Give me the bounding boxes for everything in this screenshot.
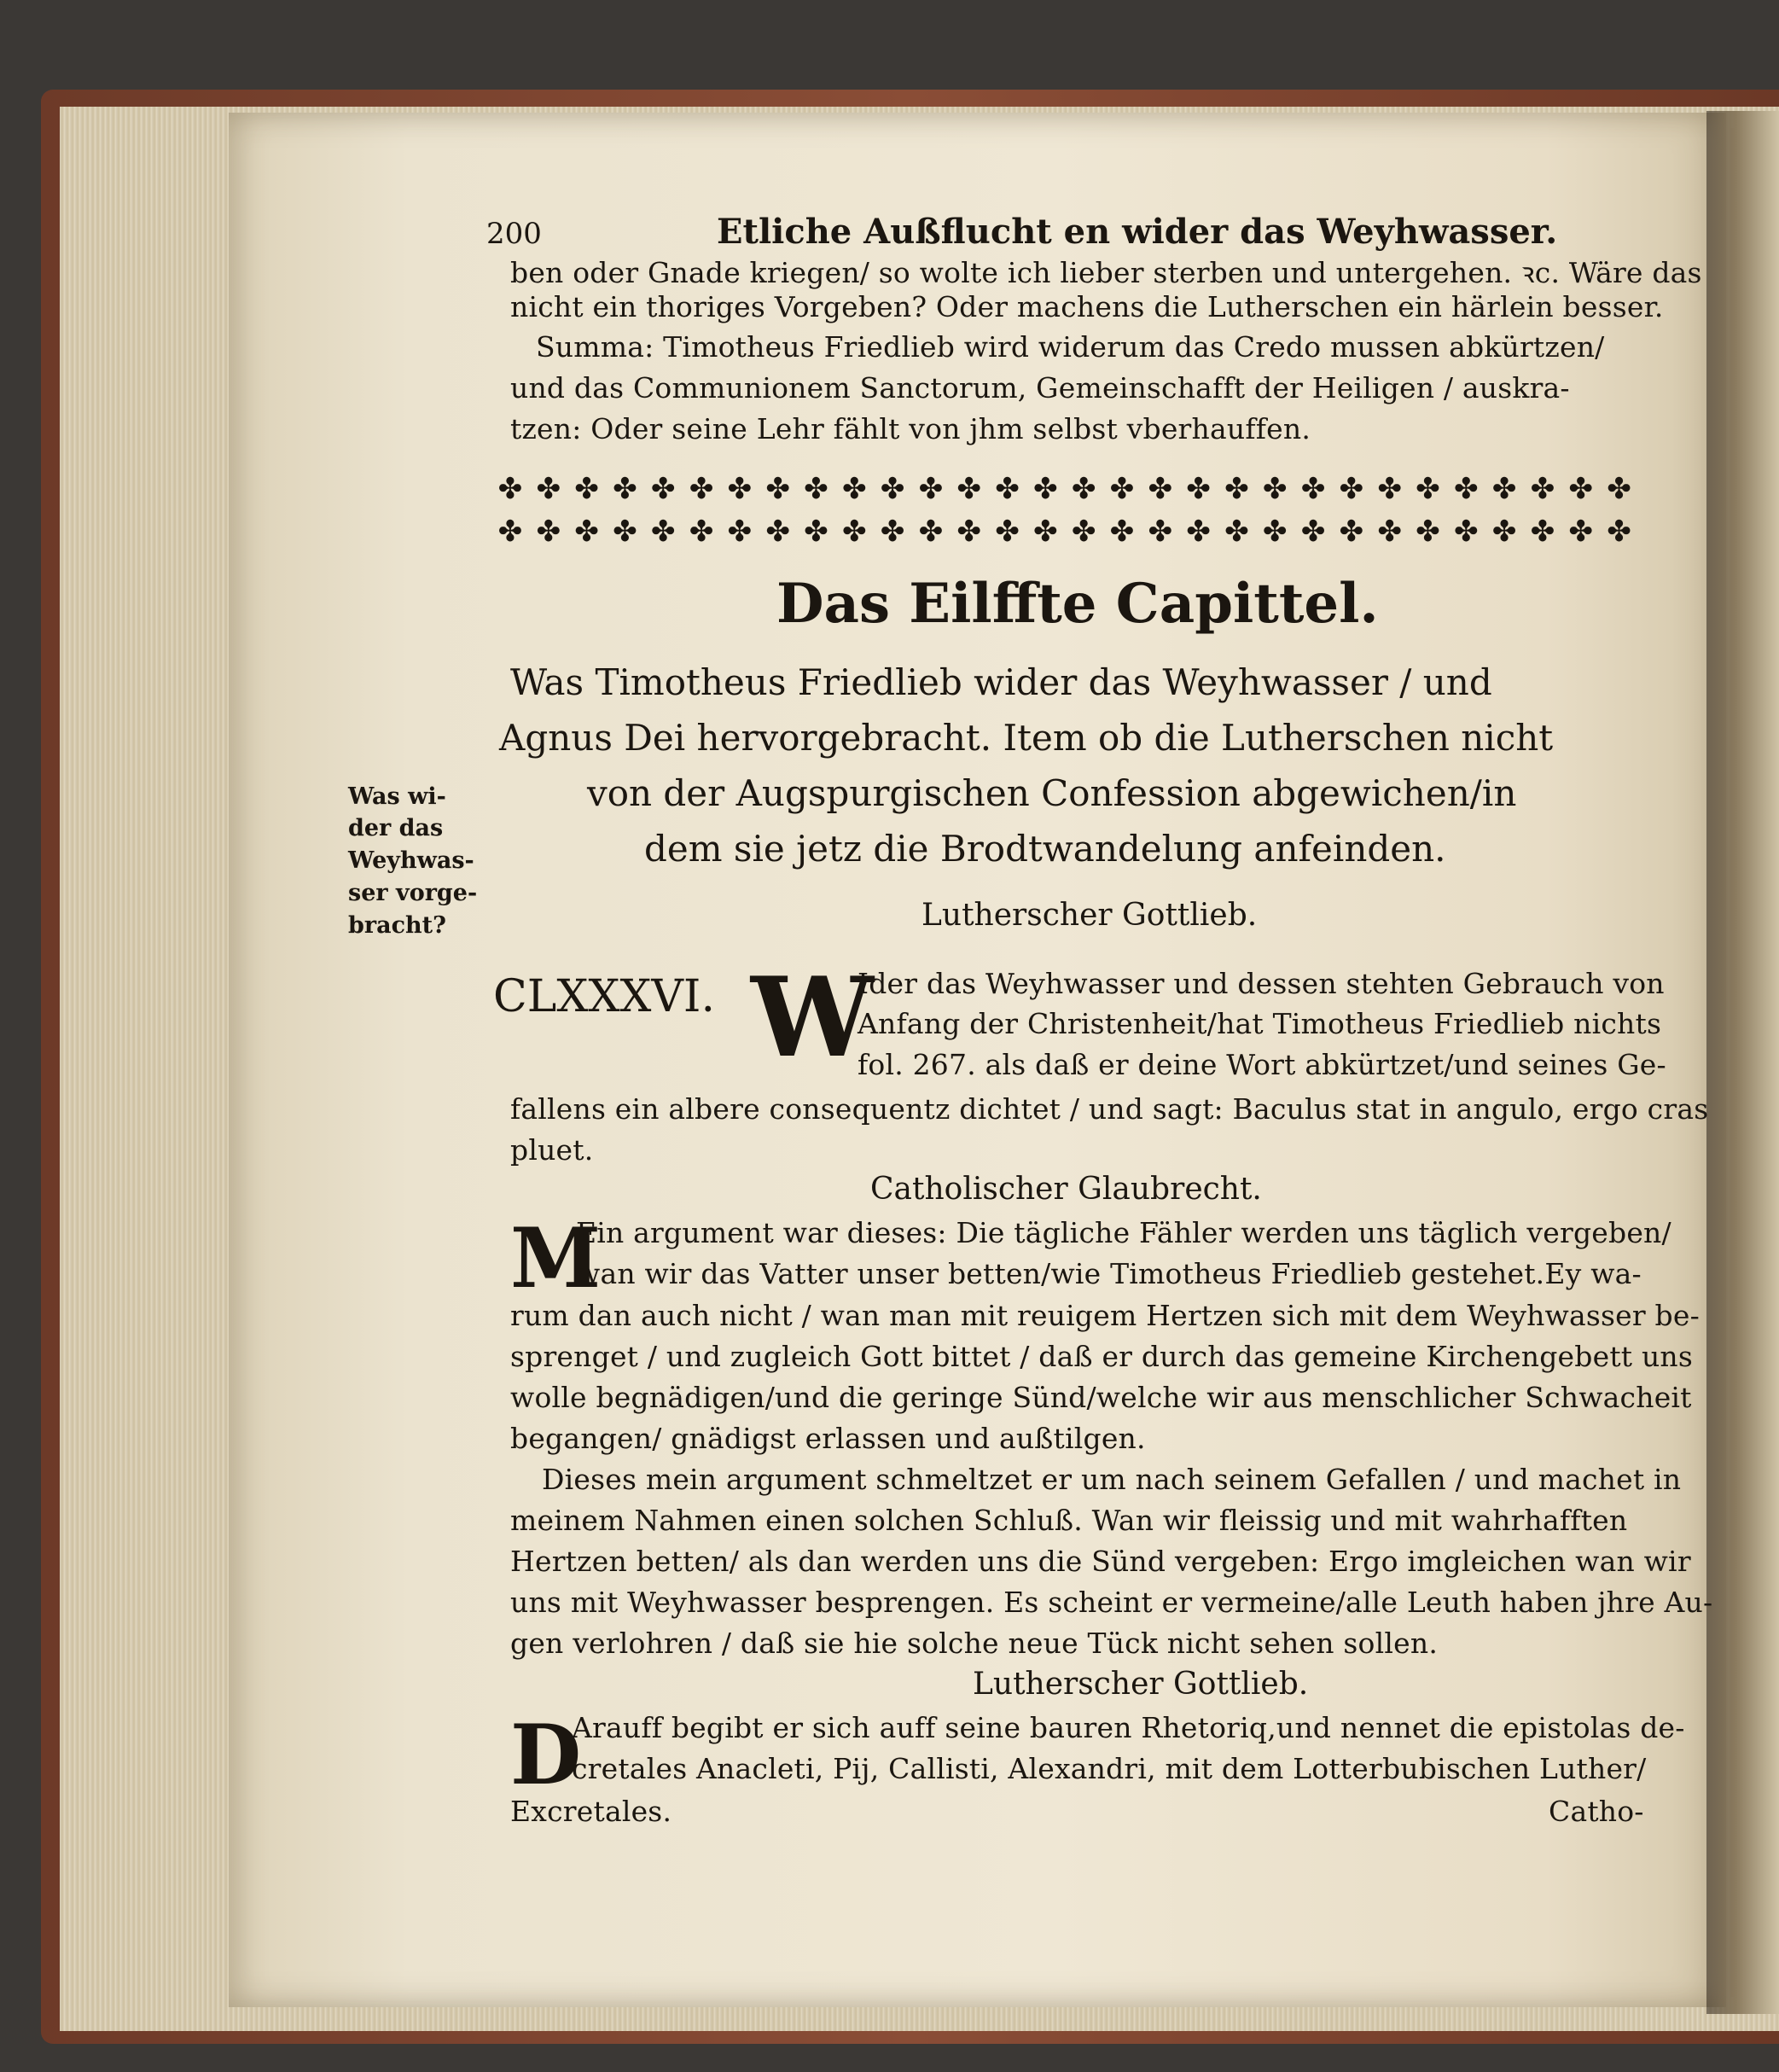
fleuron-ornament: ✤: [651, 515, 676, 549]
fleuron-ornament: ✤: [1416, 515, 1440, 549]
fleuron-ornament: ✤: [1109, 515, 1135, 549]
text-line: tzen: Oder seine Lehr fählt von jhm selbst vberhauffen.: [510, 412, 1311, 445]
fleuron-ornament: ✤: [536, 515, 561, 549]
signature-mark: Excretales.: [510, 1795, 672, 1828]
fleuron-ornament: ✤: [1454, 515, 1479, 549]
fleuron-ornament: ✤: [497, 472, 523, 506]
running-head-title: Etliche Außflucht en wider das Weyhwasser.: [717, 212, 1558, 252]
fleuron-ornament: ✤: [1263, 472, 1288, 506]
text-line: fallens ein albere consequentz dichtet / und sagt: Baculus stat in angulo, ergo cras: [510, 1092, 1709, 1126]
chapter-title: Das Eilffte Capittel.: [776, 572, 1379, 636]
margin-note-line: ser vorge-: [348, 880, 478, 906]
text-line: Anfang der Christenheit/hat Timotheus Friedlieb nichts: [858, 1007, 1662, 1040]
ornament-band-top: [493, 468, 1637, 510]
text-line: rum dan auch nicht / wan man mit reuigem Hertzen sich mit dem Weyhwasser be-: [510, 1299, 1700, 1332]
running-head: [486, 212, 1557, 252]
fleuron-ornament: ✤: [1568, 472, 1593, 506]
speaker-heading: Lutherscher Gottlieb.: [973, 1667, 1309, 1702]
fleuron-ornament: ✤: [1148, 515, 1173, 549]
fleuron-ornament: ✤: [918, 472, 944, 506]
chapter-subtitle-line: dem sie jetz die Brodtwandelung anfeinden.: [644, 828, 1446, 870]
fleuron-ornament: ✤: [995, 472, 1020, 506]
fleuron-ornament: ✤: [497, 515, 523, 549]
fleuron-ornament: ✤: [880, 472, 905, 506]
fleuron-ornament: ✤: [842, 515, 867, 549]
drop-capital: M: [510, 1210, 602, 1307]
fleuron-ornament: ✤: [613, 472, 637, 506]
fleuron-ornament: ✤: [1071, 472, 1096, 506]
chapter-subtitle-line: Agnus Dei hervorgebracht. Item ob die Lutherschen nicht: [499, 717, 1554, 759]
fleuron-ornament: ✤: [1377, 515, 1402, 549]
fleuron-ornament: ✤: [1033, 472, 1058, 506]
text-line: nicht ein thoriges Vorgeben? Oder machens die Lutherschen ein härlein besser.: [510, 290, 1664, 323]
fleuron-ornament: ✤: [1491, 515, 1517, 549]
section-number: CLXXXVI.: [493, 971, 715, 1022]
fleuron-ornament: ✤: [765, 472, 790, 506]
fleuron-ornament: ✤: [1071, 515, 1096, 549]
chapter-subtitle-line: Was Timotheus Friedlieb wider das Weyhwasser / und: [510, 661, 1492, 703]
fleuron-ornament: ✤: [574, 472, 599, 506]
drop-capital: W: [751, 954, 874, 1082]
fleuron-ornament: ✤: [1339, 472, 1364, 506]
text-line: Hertzen betten/ als dan werden uns die Sünd vergeben: Ergo imgleichen wan wir: [510, 1545, 1691, 1578]
text-line: cretales Anacleti, Pij, Callisti, Alexandri, mit dem Lotterbubischen Luther/: [572, 1752, 1647, 1785]
fleuron-ornament: ✤: [689, 472, 714, 506]
fleuron-ornament: ✤: [804, 472, 828, 506]
text-line: uns mit Weyhwasser besprengen. Es scheint er vermeine/alle Leuth haben jhre Au-: [510, 1586, 1713, 1619]
text-line: Dieses mein argument schmeltzet er um nach seinem Gefallen / und machet in: [542, 1463, 1682, 1496]
fleuron-ornament: ✤: [918, 515, 944, 549]
fleuron-ornament: ✤: [1454, 472, 1479, 506]
fleuron-ornament: ✤: [1300, 515, 1326, 549]
fleuron-ornament: ✤: [727, 472, 753, 506]
margin-note-line: Weyhwas-: [348, 847, 474, 874]
margin-note-line: der das: [348, 815, 444, 841]
text-line: fol. 267. als daß er deine Wort abkürtzet/und seines Ge-: [858, 1048, 1666, 1081]
margin-note-line: Was wi-: [348, 783, 446, 810]
fleuron-ornament: ✤: [1033, 515, 1058, 549]
text-line: Ider das Weyhwasser und dessen stehten Gebrauch von: [858, 967, 1665, 1000]
fleuron-ornament: ✤: [689, 515, 714, 549]
fleuron-ornament: ✤: [956, 515, 981, 549]
fleuron-ornament: ✤: [1377, 472, 1402, 506]
fleuron-ornament: ✤: [1339, 515, 1364, 549]
text-line: wolle begnädigen/und die geringe Sünd/welche wir aus menschlicher Schwacheit: [510, 1381, 1692, 1414]
ornament-band-bottom: [493, 510, 1637, 553]
fleuron-ornament: ✤: [613, 515, 637, 549]
text-line: Summa: Timotheus Friedlieb wird widerum das Credo mussen abkürtzen/: [536, 330, 1605, 364]
page-number: 200: [486, 217, 542, 251]
fleuron-ornament: ✤: [1186, 472, 1211, 506]
fleuron-ornament: ✤: [880, 515, 905, 549]
fleuron-ornament: ✤: [1109, 472, 1135, 506]
fleuron-ornament: ✤: [1224, 472, 1249, 506]
speaker-heading: Lutherscher Gottlieb.: [921, 898, 1258, 933]
text-line: gen verlohren / daß sie hie solche neue Tück nicht sehen sollen.: [510, 1627, 1439, 1660]
text-line: pluet.: [510, 1133, 594, 1167]
fleuron-ornament: ✤: [1607, 515, 1631, 549]
speaker-heading: Catholischer Glaubrecht.: [870, 1172, 1262, 1207]
fleuron-ornament: ✤: [1186, 515, 1211, 549]
fleuron-ornament: ✤: [536, 472, 561, 506]
margin-note-line: bracht?: [348, 912, 446, 939]
fleuron-ornament: ✤: [765, 515, 790, 549]
spine-shadow: [1706, 111, 1779, 2014]
fleuron-ornament: ✤: [1530, 472, 1555, 506]
fleuron-ornament: ✤: [1568, 515, 1593, 549]
fleuron-ornament: ✤: [995, 515, 1020, 549]
fleuron-ornament: ✤: [842, 472, 867, 506]
fleuron-ornament: ✤: [1607, 472, 1631, 506]
fleuron-ornament: ✤: [1224, 515, 1249, 549]
chapter-subtitle-line: von der Augspurgischen Confession abgewichen/in: [587, 772, 1517, 814]
text-line: begangen/ gnädigst erlassen und außtilgen.: [510, 1422, 1146, 1455]
text-line: Arauff begibt er sich auff seine bauren Rhetoriq,und nennet die epistolas de-: [572, 1711, 1685, 1744]
fleuron-ornament: ✤: [1148, 472, 1173, 506]
fleuron-ornament: ✤: [1530, 515, 1555, 549]
text-line: sprenget / und zugleich Gott bittet / daß er durch das gemeine Kirchengebett uns: [510, 1340, 1693, 1373]
fleuron-ornament: ✤: [651, 472, 676, 506]
fleuron-ornament: ✤: [956, 472, 981, 506]
catchword: Catho-: [1549, 1795, 1644, 1828]
text-line: meinem Nahmen einen solchen Schluß. Wan wir fleissig und mit wahrhafften: [510, 1504, 1628, 1537]
fleuron-ornament: ✤: [1416, 472, 1440, 506]
fleuron-ornament: ✤: [804, 515, 828, 549]
text-line: und das Communionem Sanctorum, Gemeinschafft der Heiligen / auskra-: [510, 371, 1570, 405]
drop-capital: D: [510, 1707, 582, 1803]
fleuron-ornament: ✤: [1491, 472, 1517, 506]
fleuron-ornament: ✤: [574, 515, 599, 549]
text-line: Ein argument war dieses: Die tägliche Fähler werden uns täglich vergeben/: [576, 1216, 1671, 1249]
fleuron-ornament: ✤: [727, 515, 753, 549]
text-line: ben oder Gnade kriegen/ so wolte ich lieber sterben und untergehen. ꝛc. Wäre das: [510, 256, 1702, 289]
text-line: wan wir das Vatter unser betten/wie Timotheus Friedlieb gestehet.Ey wa-: [576, 1257, 1642, 1290]
fleuron-ornament: ✤: [1300, 472, 1326, 506]
fleuron-ornament: ✤: [1263, 515, 1288, 549]
